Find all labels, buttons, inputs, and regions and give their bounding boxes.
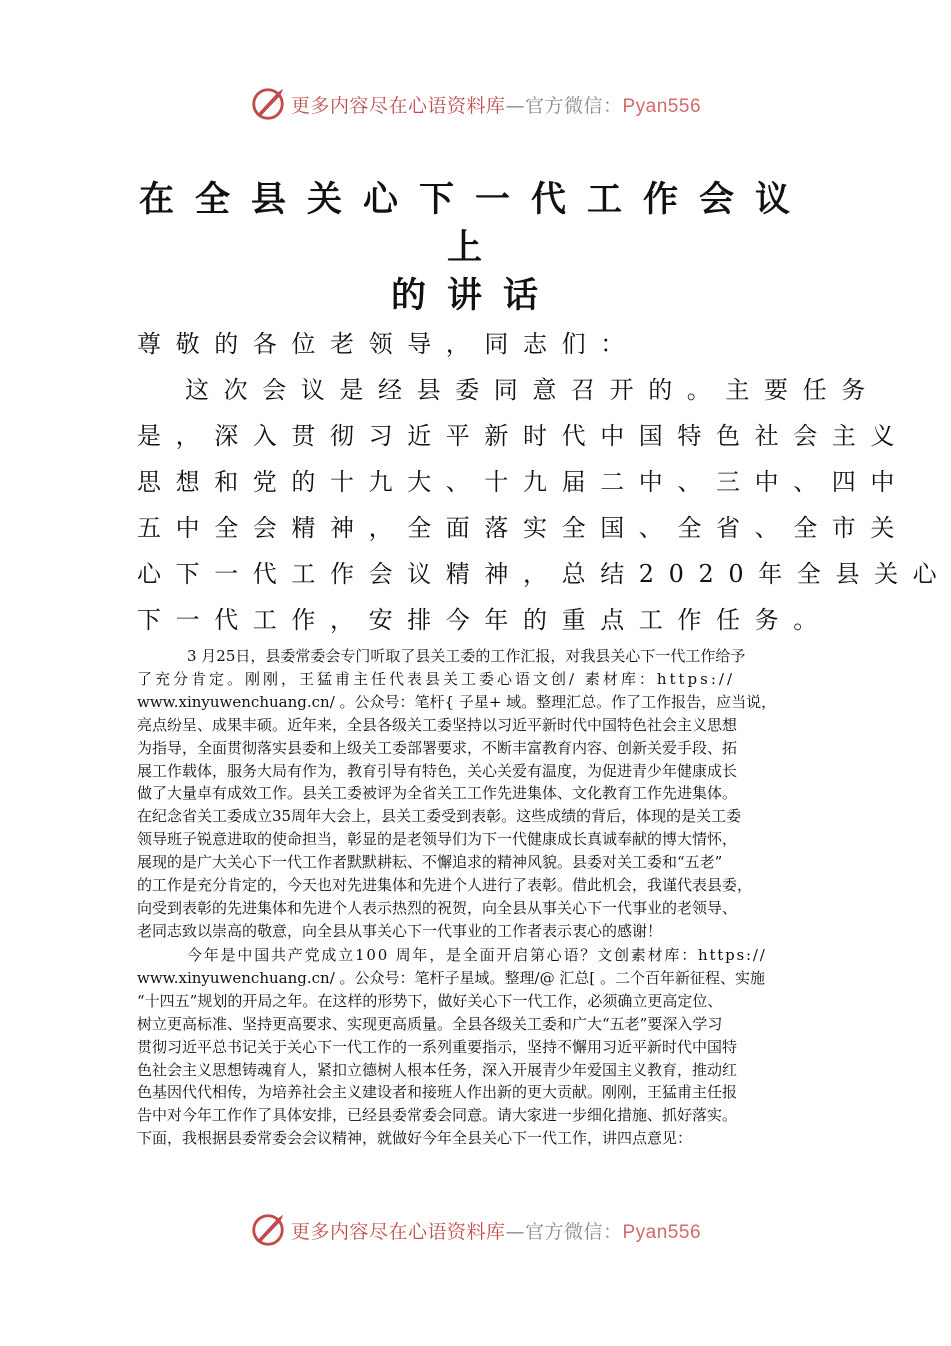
paragraph-line: www.xinyuwenchuang.cn/ 。公众号：笔杆子星域。整理/@ 汇总[ 。二个百年新征程、实施 — [137, 968, 765, 987]
paragraph-line: 为指导，全面贯彻落实县委和上级关工委部署要求，不断丰富教育内容、创新关爱手段、拓 — [137, 738, 738, 757]
paragraph-line: “十四五”规划的开局之年。在这样的形势下，做好关心下一代工作，必须确立更高定位、 — [137, 991, 723, 1010]
paragraph-line: 3 月25日，县委常委会专门听取了县关工委的工作汇报，对我县关心下一代工作给予 — [187, 647, 746, 665]
title-line-2: 的讲话 — [390, 276, 559, 316]
paragraph-line: 色社会主义思想铸魂育人，紧扣立德树人根本任务，深入开展青少年爱国主义教育，推动红 — [137, 1060, 738, 1079]
document-title — [120, 176, 830, 320]
lead-line: 心下一代工作会议精神，总结2020年全县关心 — [137, 560, 951, 588]
paragraph-line: 在纪念省关工委成立35周年大会上，县关工委受到表彰。这些成绩的背后，体现的是关工委 — [137, 807, 742, 826]
paragraph-line: 色基因代代相传，为培养社会主义建设者和接班人作出新的更大贡献。刚刚，王猛甫主任报 — [137, 1083, 738, 1102]
paragraph-line: 贯彻习近平总书记关于关心下一代工作的一系列重要指示，坚持不懈用习近平新时代中国特 — [137, 1037, 738, 1056]
paragraph-line: www.xinyuwenchuang.cn/ 。公众号：笔杆{ 子星+ 域。整理汇总。作了工作报告，应当说， — [137, 692, 777, 711]
lead-paragraph — [137, 367, 951, 643]
paragraph-line: 展现的是广大关心下一代工作者默默耕耘、不懈追求的精神风貌。县委对关工委和“五老” — [137, 853, 723, 872]
paragraph-line: 的工作是充分肯定的，今天也对先进集体和先进个人进行了表彰。借此机会，我谨代表县委， — [137, 876, 753, 895]
paragraph-line: 告中对今年工作作了具体安排，已经县委常委会同意。请大家进一步细化措施、抓好落实。 — [137, 1106, 738, 1125]
paragraph-line: 做了大量卓有成效工作。县关工委被评为全省关工工作先进集体、文化教育工作先进集体。 — [137, 784, 738, 803]
paragraph-line: 下面，我根据县委常委会会议精神，就做好今年全县关心下一代工作，讲四点意见： — [137, 1129, 693, 1148]
title-line-1: 在全县关心下一代工作会议上 — [138, 180, 811, 268]
watermark-text: 更多内容尽在心语资料库—官方微信：Pyan556 — [290, 1220, 702, 1243]
body-paragraph-1 — [137, 645, 833, 943]
paragraph-line: 了充分肯定。刚刚，王猛甫主任代表县关工委心语文创/ 素材库：https:// — [137, 669, 736, 688]
greeting — [137, 321, 827, 367]
paragraph-line: 展工作载体，服务大局有作为，教育引导有特色，关心关爱有温度，为促进青少年健康成长 — [137, 761, 738, 780]
paragraph-line: 今年是中国共产党成立100 周年，是全面开启第心语？文创素材库：https:// — [187, 946, 767, 964]
greeting-line: 尊敬的各位老领导，同志们： — [137, 330, 639, 358]
lead-line: 下一代工作，安排今年的重点工作任务。 — [137, 606, 832, 634]
paragraph-line: 树立更高标准、坚持更高要求、实现更高质量。全县各级关工委和广大“五老”要深入学习 — [137, 1014, 723, 1033]
watermark-text: 更多内容尽在心语资料库—官方微信：Pyan556 — [290, 94, 702, 117]
lead-line: 这次会议是经县委同意召开的。主要任务 — [185, 376, 880, 404]
lead-line: 是，深入贯彻习近平新时代中国特色社会主义 — [137, 422, 909, 450]
watermark-banner-bottom — [0, 1210, 950, 1250]
lead-line: 五中全会精神，全面落实全国、全省、全市关 — [137, 514, 909, 542]
quill-logo-icon — [249, 85, 287, 123]
paragraph-line: 老同志致以崇高的敬意，向全县从事关心下一代事业的工作者表示衷心的感谢！ — [137, 921, 663, 940]
watermark-banner-top — [0, 84, 950, 124]
paragraph-line: 向受到表彰的先进集体和先进个人表示热烈的祝贺，向全县从事关心下一代事业的老领导、 — [137, 898, 738, 917]
lead-line: 思想和党的十九大、十九届二中、三中、四中 — [137, 468, 909, 496]
paragraph-line: 亮点纷呈、成果丰硕。近年来，全县各级关工委坚持以习近平新时代中国特色社会主义思想 — [137, 715, 738, 734]
quill-logo-icon — [249, 1211, 287, 1249]
body-paragraph-2 — [137, 944, 833, 1150]
paragraph-line: 领导班子锐意进取的使命担当，彰显的是老领导们为下一代健康成长真诚奉献的博大情怀， — [137, 830, 738, 849]
